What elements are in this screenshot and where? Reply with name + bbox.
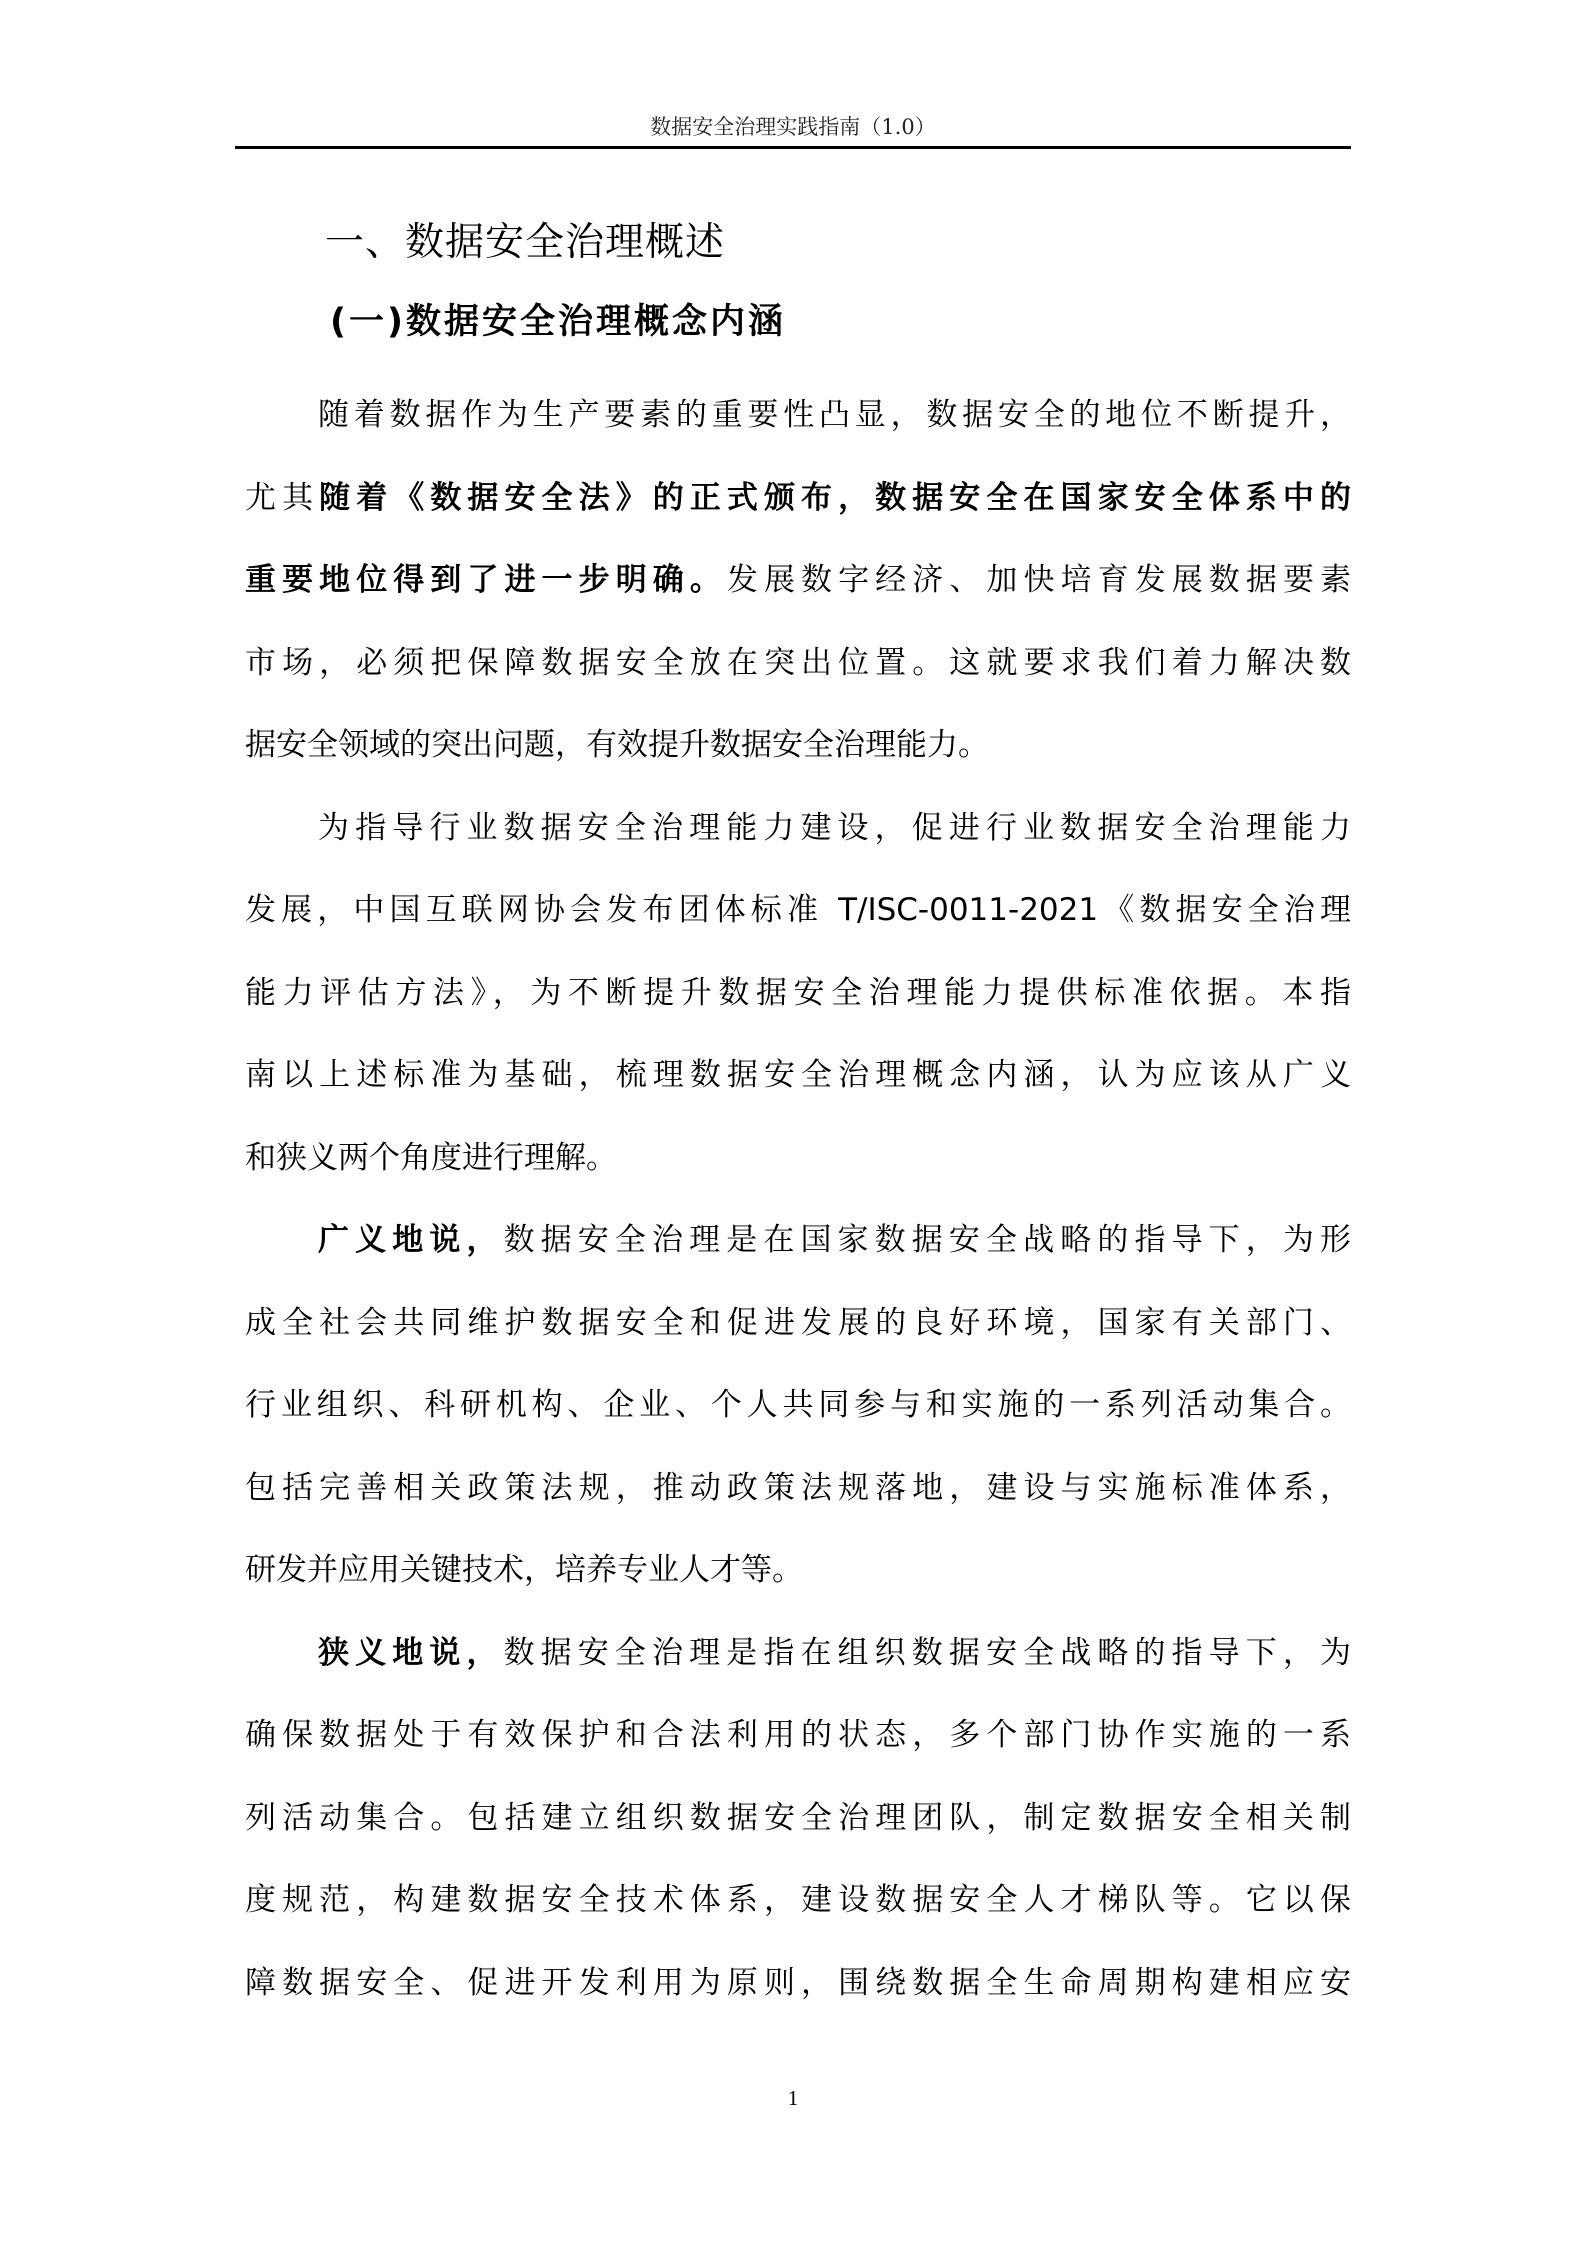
paragraph-line — [245, 886, 1351, 969]
text: 确保数据处于有效保护和合法利用的状态，多个部门协作实施的一系 — [245, 1717, 1351, 1753]
bold-text: 重要地位得到了进一步明确。 — [245, 562, 727, 598]
text: 包括完善相关政策法规，推动政策法规落地，建设与实施标准体系， — [245, 1469, 1351, 1506]
text: 研发并应用关键技术，培养专业人才等。 — [245, 1552, 803, 1588]
text: 据安全领域的突出问题，有效提升数据安全治理能力。 — [245, 727, 989, 763]
header-rule — [235, 146, 1351, 149]
text: 随着数据作为生产要素的重要性凸显，数据安全的地位不断提升， — [318, 397, 1351, 433]
text: 成全社会共同维护数据安全和促进发展的良好环境，国家有关部门、 — [245, 1304, 1351, 1341]
text: 发展，中国互联网协会发布团体标准 T/ISC-0011-2021《数据安全治理 — [245, 892, 1351, 928]
bold-text: 广义地说， — [318, 1222, 504, 1258]
paragraph-line — [245, 1464, 1351, 1547]
paragraph-line — [245, 721, 1351, 804]
paragraph-line — [245, 1299, 1351, 1382]
paragraph-line — [245, 391, 1351, 474]
paragraph-line — [245, 1794, 1351, 1877]
paragraph-line — [245, 474, 1351, 557]
text: 市场，必须把保障数据安全放在突出位置。这就要求我们着力解决数 — [245, 644, 1351, 681]
paragraph-line — [245, 1051, 1351, 1134]
text: 数据安全治理是在国家数据安全战略的指导下，为形 — [503, 1222, 1352, 1258]
paragraph-line — [245, 1134, 1351, 1217]
paragraph-line — [245, 1381, 1351, 1464]
text: 能力评估方法》，为不断提升数据安全治理能力提供标准依据。本指 — [245, 974, 1351, 1011]
text: 发展数字经济、加快培育发展数据要素 — [726, 562, 1352, 598]
subsection-heading: (一)数据安全治理概念内涵 — [330, 302, 786, 342]
paragraph-line — [245, 1629, 1351, 1712]
bold-text: 随着《数据安全法》的正式颁布，数据安全在国家安全体系中的 — [319, 479, 1351, 516]
paragraph-line — [245, 804, 1351, 887]
text: 和狭义两个角度进行理解。 — [245, 1139, 617, 1176]
text: 尤其 — [245, 479, 320, 516]
text: 数据安全治理是指在组织数据安全战略的指导下，为 — [503, 1634, 1352, 1671]
bold-text: 狭义地说， — [318, 1634, 504, 1671]
paragraph-line — [245, 969, 1351, 1052]
text: 为指导行业数据安全治理能力建设，促进行业数据安全治理能力 — [318, 809, 1351, 846]
paragraph-line — [245, 1216, 1351, 1299]
paragraph-line — [245, 1546, 1351, 1629]
body-text — [245, 391, 1351, 2041]
paragraph-line — [245, 1876, 1351, 1959]
paragraph-line — [245, 1711, 1351, 1794]
text: 行业组织、科研机构、企业、个人共同参与和实施的一系列活动集合。 — [245, 1387, 1351, 1423]
paragraph-line — [245, 639, 1351, 722]
text: 南以上述标准为基础，梳理数据安全治理概念内涵，认为应该从广义 — [245, 1057, 1351, 1093]
text: 障数据安全、促进开发利用为原则，围绕数据全生命周期构建相应安 — [245, 1964, 1351, 2001]
section-heading: 一、数据安全治理概述 — [325, 220, 726, 265]
text: 列活动集合。包括建立组织数据安全治理团队，制定数据安全相关制 — [245, 1799, 1351, 1836]
paragraph-line — [245, 1959, 1351, 2042]
paragraph-line — [245, 556, 1351, 639]
page-number: 1 — [787, 2086, 799, 2110]
text: 度规范，构建数据安全技术体系，建设数据安全人才梯队等。它以保 — [245, 1882, 1351, 1918]
running-header: 数据安全治理实践指南（1.0） — [650, 115, 936, 139]
